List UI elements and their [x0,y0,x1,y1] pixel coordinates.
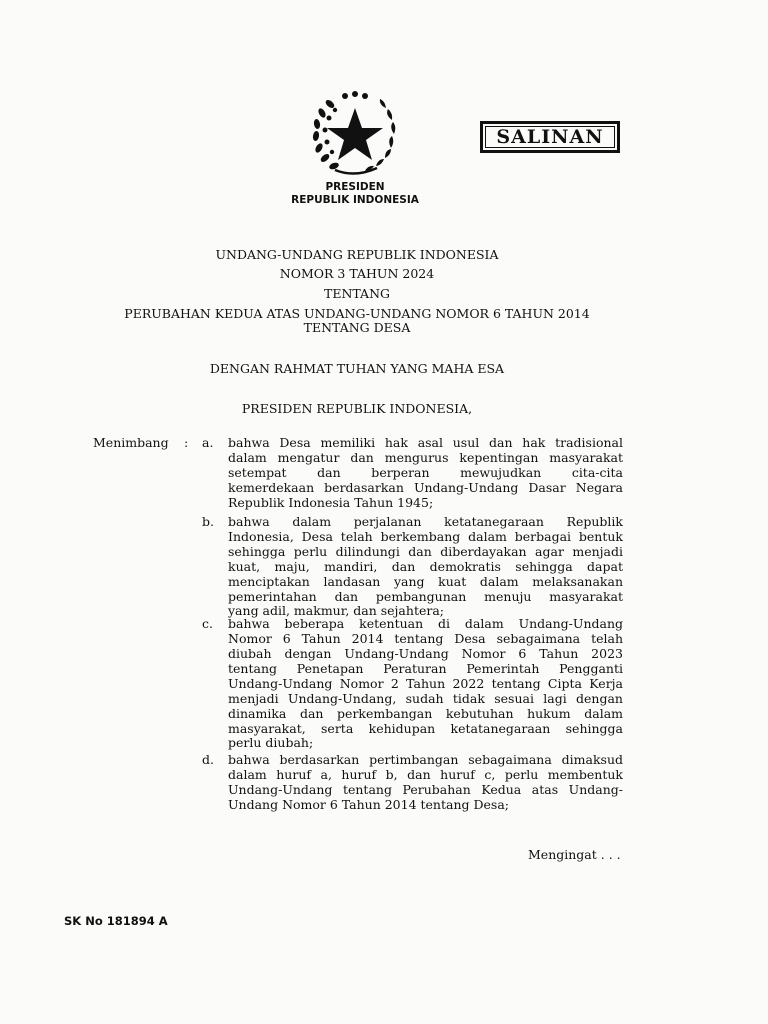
star-wreath-emblem-icon [305,86,405,182]
law-title-line-3: TENTANG [323,286,390,301]
item-d-line: bahwa berdasarkan pertimbangan sebagaimana dimaksud [228,752,623,767]
item-b-line: menciptakan landasan yang kuat dalam melaksanakan [228,574,623,589]
menimbang-colon: : [184,435,189,450]
item-a-letter: a. [202,435,214,450]
item-a-line: Republik Indonesia Tahun 1945; [228,495,434,510]
item-b-line: Indonesia, Desa telah berkembang dalam berbagai bentuk [228,529,623,544]
item-c-line: dinamika dan perkembangan kebutuhan hukum dalam [228,706,623,721]
item-a-line: dalam mengatur dan mengurus kepentingan masyarakat [228,450,623,465]
issuer-line-2: REPUBLIK INDONESIA [291,194,419,206]
issuer-line-1: PRESIDEN [325,181,385,193]
item-c-line: perlu diubah; [228,735,314,750]
rahmat-line: DENGAN RAHMAT TUHAN YANG MAHA ESA [209,361,505,376]
law-title-line-1: UNDANG-UNDANG REPUBLIK INDONESIA [215,247,499,262]
continuation-note: Mengingat . . . [528,847,621,862]
item-c-line: masyarakat, serta kehidupan ketatanegaraan sehingga [228,721,623,736]
item-c-line: Undang-Undang Nomor 2 Tahun 2022 tentang Cipta Kerja [228,676,623,691]
item-c-line: diubah dengan Undang-Undang Nomor 6 Tahun 2023 [228,646,623,661]
item-d-line: dalam huruf a, huruf b, dan huruf c, perlu membentuk [228,767,623,782]
item-a-line: setempat dan berperan mewujudkan cita-cita [228,465,623,480]
law-title-line-5: TENTANG DESA [303,320,411,335]
law-title-line-2: NOMOR 3 TAHUN 2024 [279,266,435,281]
item-b-line: yang adil, makmur, dan sejahtera; [228,603,444,618]
item-d-letter: d. [202,752,214,767]
item-c-line: bahwa beberapa ketentuan di dalam Undang-Undang [228,616,623,631]
item-c-line: Nomor 6 Tahun 2014 tentang Desa sebagaimana telah [228,631,623,646]
sk-number: SK No 181894 A [64,914,168,928]
item-b-line: sehingga perlu dilindungi dan diberdayakan agar menjadi [228,544,623,559]
item-d-line: Undang Nomor 6 Tahun 2014 tentang Desa; [228,797,509,812]
item-c-letter: c. [202,616,213,631]
stamp-label: SALINAN [496,126,604,148]
item-a-line: kemerdekaan berdasarkan Undang-Undang Dasar Negara [228,480,623,495]
law-title-line-4: PERUBAHAN KEDUA ATAS UNDANG-UNDANG NOMOR 6 TAHUN 2014 [124,306,590,321]
item-c-line: menjadi Undang-Undang, sudah tidak sesuai lagi dengan [228,691,623,706]
item-c-line: tentang Penetapan Peraturan Pemerintah Pengganti [228,661,623,676]
item-d-line: Undang-Undang tentang Perubahan Kedua atas Undang- [228,782,623,797]
item-b-line: pemerintahan dan pembangunan menuju masyarakat [228,589,623,604]
item-b-letter: b. [202,514,214,529]
menimbang-label: Menimbang [93,435,169,450]
presiden-line: PRESIDEN REPUBLIK INDONESIA, [241,401,473,416]
item-b-line: kuat, maju, mandiri, dan demokratis sehingga dapat [228,559,623,574]
issuer-header [230,181,480,207]
salinan-stamp [480,121,620,153]
item-a-line: bahwa Desa memiliki hak asal usul dan hak tradisional [228,435,623,450]
item-b-line: bahwa dalam perjalanan ketatanegaraan Republik [228,514,623,529]
